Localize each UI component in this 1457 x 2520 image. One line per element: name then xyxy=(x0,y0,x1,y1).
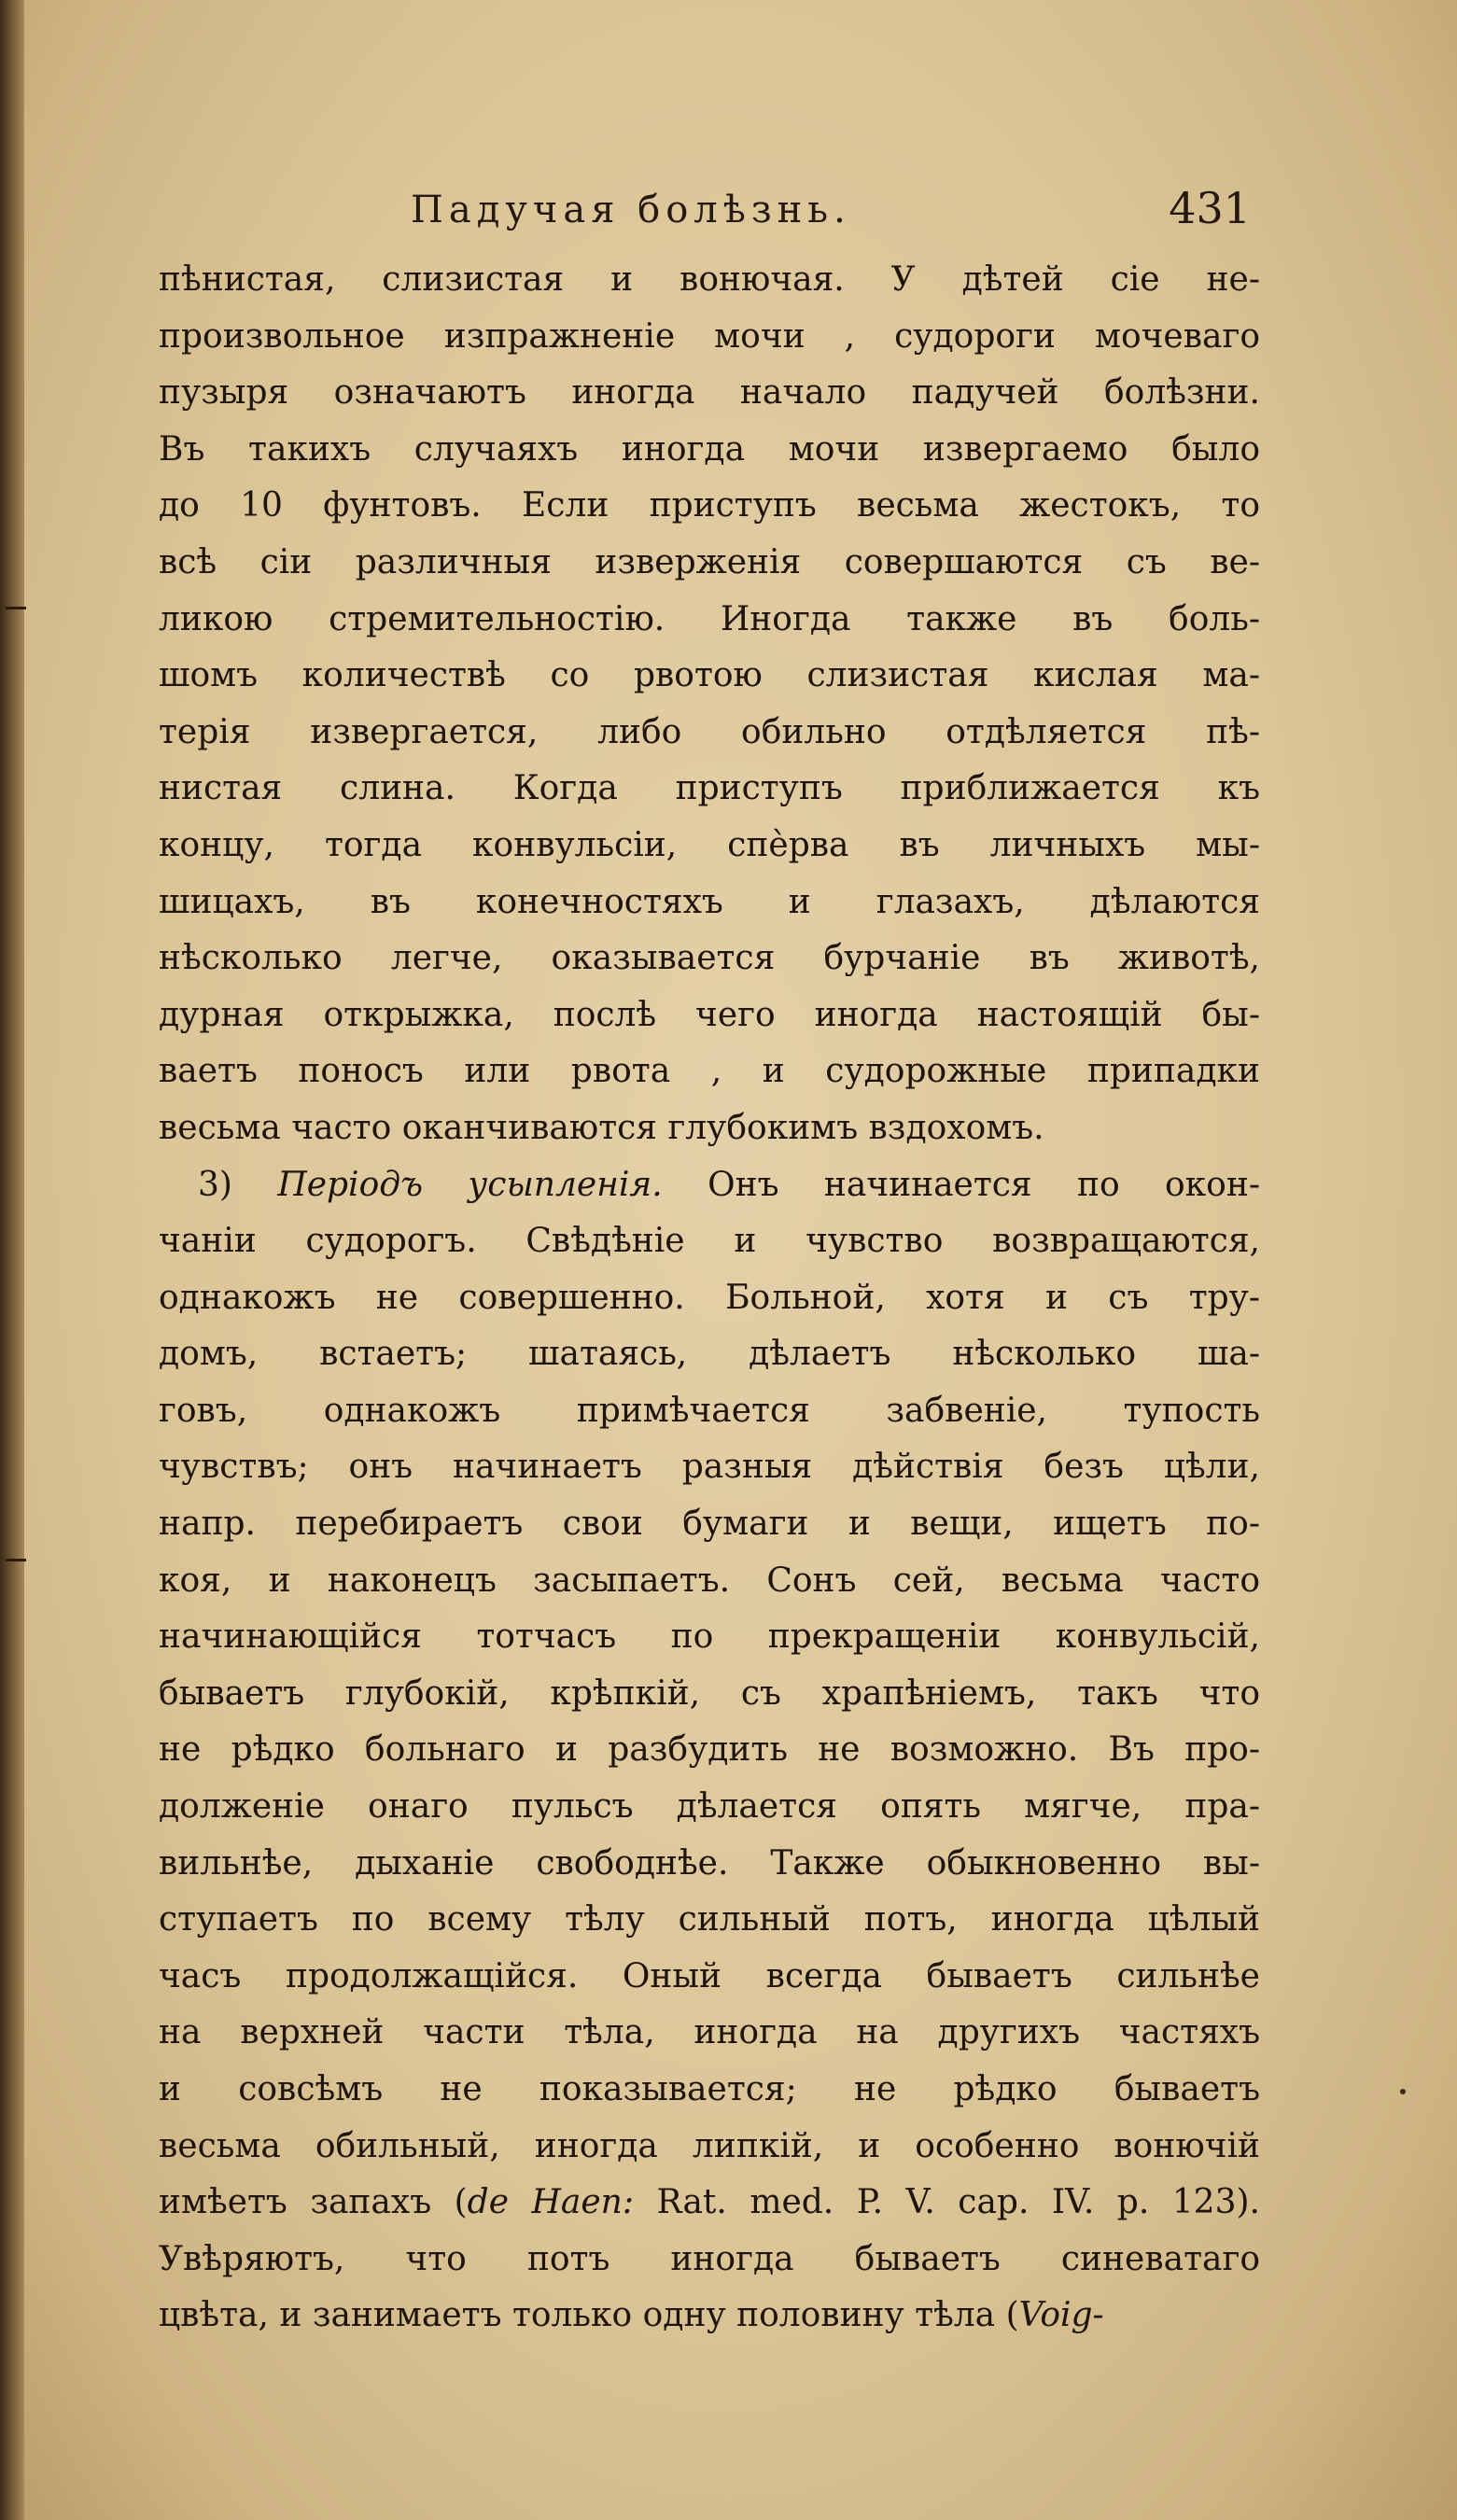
text-line: концу, тогда конвульсіи, спѐрва въ личныхъ мы- xyxy=(159,825,1260,864)
text-line: коя, и наконецъ засыпаетъ. Сонъ сей, весьма часто xyxy=(159,1561,1260,1600)
text-line: Въ такихъ случаяхъ иногда мочи извергаемо было xyxy=(159,429,1260,469)
section-number: 3) xyxy=(198,1165,232,1204)
text-line: ступаетъ по всему тѣлу сильный потъ, иногда цѣлый xyxy=(159,1900,1260,1939)
text-line: вильнѣе, дыханіе свободнѣе. Также обыкновенно вы- xyxy=(159,1843,1260,1883)
text-line: нѣсколько легче, оказывается бурчаніе въ животѣ, xyxy=(159,939,1260,978)
citation-lead: имѣетъ запахъ ( xyxy=(159,2183,468,2222)
text-line: всѣ сіи различныя изверженія совершаются съ ве- xyxy=(159,542,1260,581)
section-first-line: Онъ начинается по окон- xyxy=(707,1165,1260,1204)
text-line: дурная открыжка, послѣ чего иногда настоящій бы- xyxy=(159,995,1260,1034)
text-line: ваетъ поносъ или рвота , и судорожные припадки xyxy=(159,1052,1260,1091)
text-line: не рѣдко больнаго и разбудить не возможно. Въ про- xyxy=(159,1730,1260,1770)
body-text xyxy=(159,252,1260,2345)
final-line xyxy=(159,2288,1260,2345)
section-heading-line xyxy=(159,1157,1260,1214)
text-line: домъ, встаетъ; шатаясь, дѣлаетъ нѣсколько ша- xyxy=(159,1335,1260,1374)
text-line: пузыря означаютъ иногда начало падучей болѣзни. xyxy=(159,373,1260,413)
section-title: Періодъ усыпленія. xyxy=(277,1165,663,1204)
text-line: начинающійся тотчасъ по прекращеніи конвульсій, xyxy=(159,1617,1260,1657)
text-line: на верхней части тѣла, иногда на другихъ частяхъ xyxy=(159,2013,1260,2052)
final-line-text: цвѣта, и занимаетъ только одну половину тѣла ( xyxy=(159,2296,1019,2335)
running-title: Падучая болѣзнь. xyxy=(411,189,851,231)
text-line: терія извергается, либо обильно отдѣляется пѣ- xyxy=(159,712,1260,751)
margin-mark xyxy=(6,607,26,609)
citation-author: de Haen: xyxy=(467,2183,634,2222)
text-line: долженіе онаго пульсъ дѣлается опять мягче, пра- xyxy=(159,1787,1260,1827)
text-line: и совсѣмъ не показывается; не рѣдко бываетъ xyxy=(159,2070,1260,2108)
text-line: говъ, однакожъ примѣчается забвеніе, тупость xyxy=(159,1391,1260,1430)
text-line: напр. перебираетъ свои бумаги и вещи, ищетъ по- xyxy=(159,1505,1260,1544)
text-line: шомъ количествѣ со рвотою слизистая кислая ма- xyxy=(159,656,1260,695)
text-line: бываетъ глубокій, крѣпкій, съ храпѣніемъ, такъ что xyxy=(159,1673,1260,1713)
citation-line xyxy=(159,2175,1260,2232)
margin-mark xyxy=(6,1559,26,1561)
text-line: до 10 фунтовъ. Если приступъ весьма жестокъ, то xyxy=(159,486,1260,525)
text-line: произвольное изпражненіе мочи , судороги мочеваго xyxy=(159,316,1260,356)
text-line: шицахъ, въ конечностяхъ и глазахъ, дѣлаются xyxy=(159,882,1260,921)
page-header xyxy=(140,183,1251,248)
final-line-italic: Voig- xyxy=(1018,2296,1104,2335)
citation-reference: Rat. med. P. V. cap. IV. p. 123). xyxy=(634,2183,1260,2222)
text-line: однакожъ не совершенно. Больной, хотя и съ тру- xyxy=(159,1278,1260,1317)
text-line: пѣнистая, слизистая и вонючая. У дѣтей сіе не- xyxy=(159,260,1260,299)
page-number: 431 xyxy=(1169,183,1251,233)
text-line: чаніи судорогъ. Свѣдѣніе и чувство возвращаются, xyxy=(159,1222,1260,1261)
text-line: ликою стремительностію. Иногда также въ боль- xyxy=(159,599,1260,638)
text-line: чувствъ; онъ начинаетъ разныя дѣйствія безъ цѣли, xyxy=(159,1448,1260,1487)
ink-speck xyxy=(1400,2089,1406,2094)
page-binding-edge xyxy=(0,0,24,2520)
text-line: весьма обильный, иногда липкій, и особенно вонючій xyxy=(159,2126,1260,2165)
text-line: Увѣряютъ, что потъ иногда бываетъ синеватаго xyxy=(159,2239,1260,2278)
text-line: часъ продолжащійся. Оный всегда бываетъ сильнѣе xyxy=(159,1956,1260,1995)
text-line: нистая слина. Когда приступъ приближается къ xyxy=(159,769,1260,808)
text-line: весьма часто оканчиваются глубокимъ вздохомъ. xyxy=(159,1108,1044,1147)
